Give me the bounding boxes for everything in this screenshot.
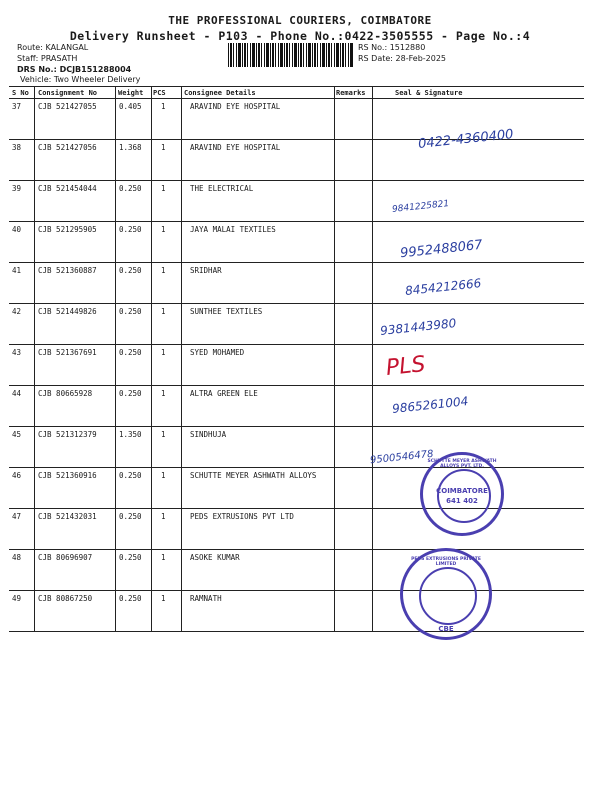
row-sno: 49: [12, 594, 22, 603]
signature-44: 9865261004: [391, 394, 469, 416]
row-weight: 0.250: [119, 184, 142, 193]
row-pcs: 1: [161, 348, 166, 357]
rs-no-label: RS No.: 1512880: [358, 43, 426, 52]
row-divider: [9, 385, 584, 386]
seal-inner-ring: [419, 567, 477, 625]
table-header-border: [9, 98, 584, 99]
seal-city: CBE: [438, 625, 454, 633]
table-top-border: [9, 86, 584, 87]
col-divider: [151, 86, 152, 632]
row-sno: 46: [12, 471, 22, 480]
row-weight: 1.368: [119, 143, 142, 152]
signature-40: 9952488067: [399, 237, 484, 262]
seal-text: SCHUTTE MEYER ASHWATH ALLOYS PVT. LTD.: [427, 459, 497, 469]
row-consignee: SCHUTTE MEYER ASHWATH ALLOYS: [190, 471, 317, 480]
row-consignment-no: CJB 80867250: [38, 594, 93, 603]
header-remarks: Remarks: [336, 89, 366, 97]
company-seal-peds: [400, 548, 492, 640]
row-consignee: SYED MOHAMED: [190, 348, 245, 357]
row-consignment-no: CJB 521360916: [38, 471, 97, 480]
row-consignee: THE ELECTRICAL: [190, 184, 254, 193]
row-consignment-no: CJB 521312379: [38, 430, 97, 439]
row-consignment-no: CJB 521454044: [38, 184, 97, 193]
col-divider: [334, 86, 335, 632]
row-pcs: 1: [161, 553, 166, 562]
drs-label: DRS No.: DCJB151288004: [17, 65, 132, 74]
row-sno: 42: [12, 307, 22, 316]
vehicle-label: Vehicle: Two Wheeler Delivery: [20, 75, 141, 84]
row-consignment-no: CJB 521427056: [38, 143, 97, 152]
row-consignment-no: CJB 80696907: [38, 553, 93, 562]
rs-date-label: RS Date: 28-Feb-2025: [358, 54, 447, 63]
row-consignee: SRIDHAR: [190, 266, 222, 275]
row-divider: [9, 180, 584, 181]
seal-city: COIMBATORE: [436, 487, 488, 495]
row-divider: [9, 590, 584, 591]
row-consignment-no: CJB 521427055: [38, 102, 97, 111]
row-pcs: 1: [161, 266, 166, 275]
row-consignee: JAYA MALAI TEXTILES: [190, 225, 276, 234]
row-pcs: 1: [161, 430, 166, 439]
row-weight: 0.250: [119, 389, 142, 398]
row-pcs: 1: [161, 512, 166, 521]
row-consignee: RAMNATH: [190, 594, 222, 603]
row-divider: [9, 426, 584, 427]
row-sno: 45: [12, 430, 22, 439]
header-consignment: Consignment No: [38, 89, 98, 97]
row-pcs: 1: [161, 102, 166, 111]
seal-text: PEDS EXTRUSIONS PRIVATE LIMITED: [411, 557, 481, 567]
row-consignee: SUNTHEE TEXTILES: [190, 307, 263, 316]
row-consignee: ARAVIND EYE HOSPITAL: [190, 143, 281, 152]
row-pcs: 1: [161, 389, 166, 398]
row-consignee: ALTRA GREEN ELE: [190, 389, 258, 398]
header-pcs: PCS: [153, 89, 166, 97]
col-divider: [372, 86, 373, 632]
row-sno: 44: [12, 389, 22, 398]
page-title: THE PROFESSIONAL COURIERS, COIMBATORE: [168, 14, 432, 27]
row-weight: 0.250: [119, 553, 142, 562]
row-consignee: PEDS EXTRUSIONS PVT LTD: [190, 512, 294, 521]
header-seal: Seal & Signature: [395, 89, 463, 97]
row-weight: 0.250: [119, 594, 142, 603]
row-divider: [9, 303, 584, 304]
signature-38: 0422-4360400: [417, 127, 515, 152]
barcode: [228, 43, 354, 67]
row-sno: 38: [12, 143, 22, 152]
row-consignment-no: CJB 521295905: [38, 225, 97, 234]
row-pcs: 1: [161, 225, 166, 234]
row-pcs: 1: [161, 471, 166, 480]
row-consignment-no: CJB 80665928: [38, 389, 93, 398]
row-divider: [9, 344, 584, 345]
row-weight: 0.250: [119, 225, 142, 234]
col-divider: [34, 86, 35, 632]
signature-42: 9381443980: [379, 316, 457, 338]
header-weight: Weight: [118, 89, 144, 97]
row-divider: [9, 549, 584, 550]
row-sno: 47: [12, 512, 22, 521]
row-weight: 0.250: [119, 348, 142, 357]
row-consignment-no: CJB 521367691: [38, 348, 97, 357]
row-weight: 0.250: [119, 471, 142, 480]
row-consignment-no: CJB 521432031: [38, 512, 97, 521]
staff-label: Staff: PRASATH: [17, 54, 78, 63]
seal-pin: 641 402: [446, 497, 478, 505]
company-seal-schutte: [420, 452, 504, 536]
row-pcs: 1: [161, 184, 166, 193]
header-sno: S No: [12, 89, 29, 97]
row-divider: [9, 631, 584, 632]
row-weight: 1.350: [119, 430, 142, 439]
row-sno: 39: [12, 184, 22, 193]
row-weight: 0.250: [119, 512, 142, 521]
row-consignee: SINDHUJA: [190, 430, 227, 439]
row-divider: [9, 262, 584, 263]
signature-41: 8454212666: [404, 276, 482, 298]
row-pcs: 1: [161, 307, 166, 316]
row-consignment-no: CJB 521360887: [38, 266, 97, 275]
row-consignee: ARAVIND EYE HOSPITAL: [190, 102, 281, 111]
route-label: Route: KALANGAL: [17, 43, 89, 52]
row-divider: [9, 221, 584, 222]
signature-45: 9500546478: [369, 448, 435, 467]
row-pcs: 1: [161, 594, 166, 603]
row-sno: 41: [12, 266, 22, 275]
col-divider: [115, 86, 116, 632]
seal-inner-ring: [437, 469, 491, 523]
row-weight: 0.250: [119, 307, 142, 316]
row-weight: 0.405: [119, 102, 142, 111]
row-consignment-no: CJB 521449826: [38, 307, 97, 316]
col-divider: [181, 86, 182, 632]
row-weight: 0.250: [119, 266, 142, 275]
signature-43: PLS: [384, 352, 427, 381]
row-pcs: 1: [161, 143, 166, 152]
row-sno: 43: [12, 348, 22, 357]
row-consignee: ASOKE KUMAR: [190, 553, 240, 562]
row-sno: 40: [12, 225, 22, 234]
header-consignee: Consignee Details: [184, 89, 256, 97]
page-subtitle: Delivery Runsheet - P103 - Phone No.:0422-3505555 - Page No.:4: [69, 29, 531, 43]
signature-39: 9841225821: [391, 199, 450, 215]
row-sno: 48: [12, 553, 22, 562]
row-sno: 37: [12, 102, 22, 111]
